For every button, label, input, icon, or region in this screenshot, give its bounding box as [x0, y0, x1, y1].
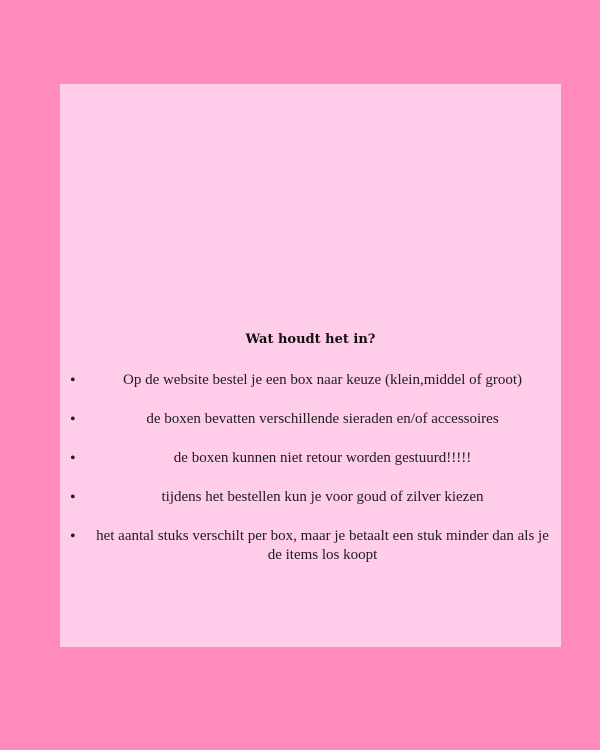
bullet-list [60, 371, 561, 584]
list-item-text: de boxen bevatten verschillende sieraden en/of accessoires [146, 411, 499, 427]
list-item [60, 449, 561, 469]
list-item-text: tijdens het bestellen kun je voor goud of zilver kiezen [161, 489, 484, 505]
list-item [60, 371, 561, 391]
info-card [60, 84, 561, 647]
list-item [60, 410, 561, 430]
list-item-text: het aantal stuks verschilt per box, maar je betaalt een stuk minder dan als je de items los koopt [96, 528, 549, 563]
bullet-icon: • [70, 450, 76, 467]
bullet-icon: • [70, 489, 76, 506]
bullet-icon: • [70, 372, 76, 389]
page-title: Wat houdt het in? [245, 332, 376, 347]
list-item-text: Op de website bestel je een box naar keuze (klein,middel of groot) [122, 372, 523, 388]
list-item [60, 527, 561, 565]
bullet-icon: • [70, 528, 76, 545]
bullet-icon: • [70, 411, 76, 428]
list-item-text: de boxen kunnen niet retour worden gestuurd!!!!! [173, 450, 472, 466]
list-item [60, 488, 561, 508]
